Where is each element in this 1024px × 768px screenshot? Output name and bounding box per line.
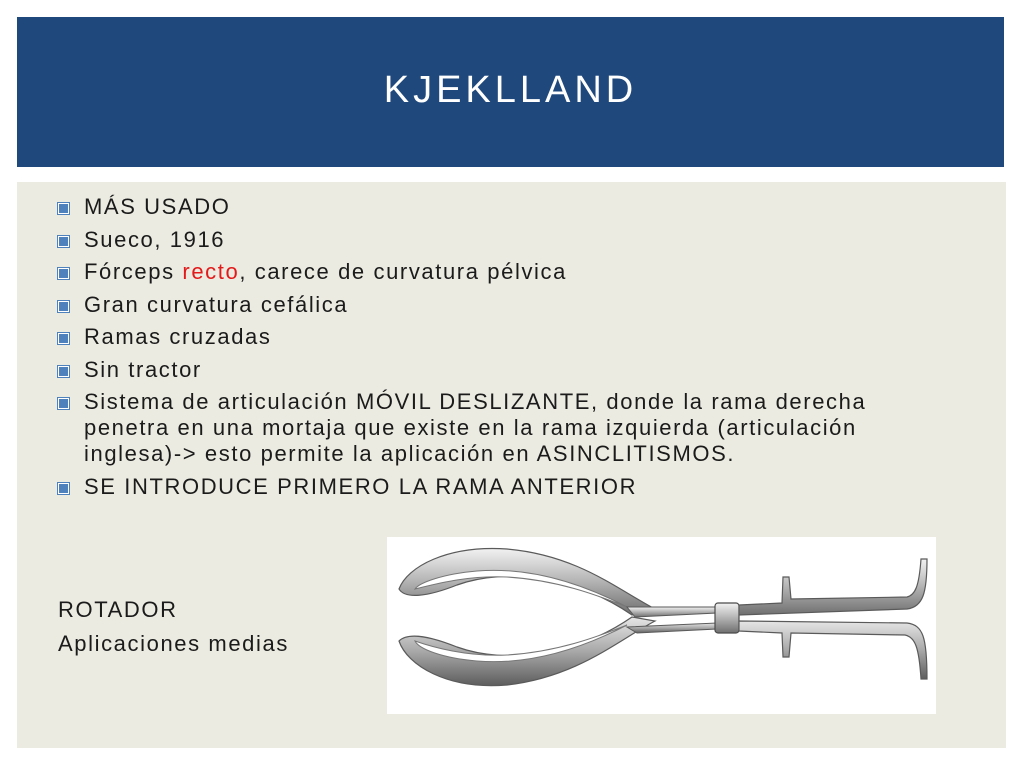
bullet-text-after: , carece de curvatura pélvica <box>239 259 567 284</box>
aplicaciones-label: Aplicaciones medias <box>58 631 289 656</box>
bullet-text: Sin tractor <box>84 356 202 382</box>
bullet-text-before: Fórceps <box>84 259 183 284</box>
rotador-label: ROTADOR <box>58 597 178 622</box>
forceps-icon <box>387 537 936 714</box>
bullet-text: MÁS USADO <box>84 194 231 219</box>
bullet-text: Ramas cruzadas <box>84 324 272 349</box>
bullet-highlight-word: recto <box>182 259 240 284</box>
bullet-text: Gran curvatura cefálica <box>84 291 349 317</box>
bullet-text: Sueco, 1916 <box>84 226 226 252</box>
bullet-square-icon <box>58 483 69 494</box>
slide-title: KJEKLLAND <box>383 69 638 111</box>
bullet-text: SE INTRODUCE PRIMERO LA RAMA ANTERIOR <box>84 473 638 499</box>
bullet-square-icon <box>58 301 69 312</box>
bullet-list <box>58 194 958 506</box>
bullet-square-icon <box>58 203 69 214</box>
bullet-item <box>58 474 958 500</box>
bullet-item <box>58 259 958 285</box>
bullet-text: Sistema de articulación MÓVIL DESLIZANTE, donde la rama derecha penetra en una mortaja que existe en la rama izquierda (articulación inglesa)-> esto permite la aplicación en ASINCLITISMOS. <box>84 389 867 466</box>
bullet-item <box>58 194 958 220</box>
bullet-square-icon <box>58 333 69 344</box>
bullet-square-icon <box>58 268 69 279</box>
bullet-square-icon <box>58 236 69 247</box>
bullet-item <box>58 292 958 318</box>
bullet-square-icon <box>58 398 69 409</box>
bullet-item <box>58 389 958 467</box>
bullet-item <box>58 324 958 350</box>
bullet-item <box>58 227 958 253</box>
bullet-item <box>58 357 958 383</box>
title-bar <box>17 17 1004 167</box>
forceps-image <box>387 537 936 714</box>
bullet-square-icon <box>58 366 69 377</box>
